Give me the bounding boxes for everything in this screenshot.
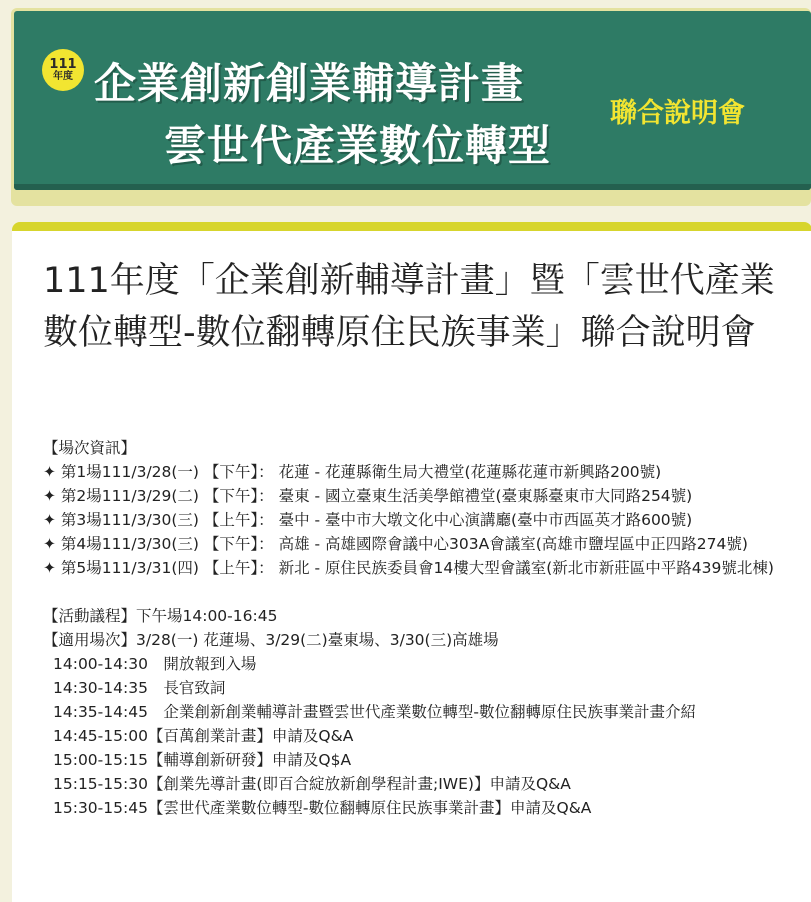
agenda-heading: 【活動議程】下午場14:00-16:45 bbox=[43, 607, 278, 625]
agenda-item-5: 15:00-15:15【輔導創新研發】申請及Q$A bbox=[53, 751, 352, 769]
agenda-applicable-sessions: 【適用場次】3/28(一) 花蓮場、3/29(二)臺東場、3/30(三)高雄場 bbox=[43, 631, 499, 649]
banner-subtitle: 聯合說明會 bbox=[610, 98, 745, 129]
session-item-1: ✦ 第1場111/3/28(一) 【下午】： 花蓮 - 花蓮縣衛生局大禮堂(花蓮縣花蓮市新興路200號) bbox=[43, 463, 662, 481]
agenda-item-6: 15:15-15:30【創業先導計畫(即百合綻放新創學程計畫;IWE)】申請及Q&A bbox=[53, 775, 571, 793]
agenda-item-1: 14:00-14:30 開放報到入場 bbox=[53, 655, 257, 673]
banner-title-line2: 雲世代產業數位轉型 bbox=[164, 121, 552, 170]
session-item-5: ✦ 第5場111/3/31(四) 【上午】： 新北 - 原住民族委員會14樓大型會議室(新北市新莊區中平路439號北棟) bbox=[43, 559, 774, 577]
session-item-2: ✦ 第2場111/3/29(二) 【下午】： 臺東 - 國立臺東生活美學館禮堂(臺東縣臺東市大同路254號) bbox=[43, 487, 693, 505]
agenda-item-4: 14:45-15:00【百萬創業計畫】申請及Q&A bbox=[53, 727, 354, 745]
year-badge bbox=[42, 49, 84, 91]
page-title: 111年度「企業創新輔導計畫」暨「雲世代產業數位轉型-數位翻轉原住民族事業」聯合說明會 bbox=[43, 261, 775, 353]
banner-title-line1: 企業創新創業輔導計畫 bbox=[94, 59, 525, 108]
agenda-item-3: 14:35-14:45 企業創新創業輔導計畫暨雲世代產業數位轉型-數位翻轉原住民族事業計畫介紹 bbox=[53, 703, 697, 721]
session-item-4: ✦ 第4場111/3/30(三) 【下午】： 高雄 - 高雄國際會議中心303A會議室(高雄市鹽埕區中正四路274號) bbox=[43, 535, 748, 553]
agenda-item-2: 14:30-14:35 長官致詞 bbox=[53, 679, 226, 697]
sessions-heading: 【場次資訊】 bbox=[43, 439, 137, 457]
event-details bbox=[43, 436, 803, 820]
spacer bbox=[43, 580, 803, 604]
event-banner bbox=[11, 8, 811, 206]
session-item-3: ✦ 第3場111/3/30(三) 【上午】： 臺中 - 臺中市大墩文化中心演講廳(臺中市西區英才路600號) bbox=[43, 511, 693, 529]
year-badge-unit: 年度 bbox=[53, 71, 73, 82]
year-badge-number: 111 bbox=[49, 57, 77, 72]
content-card bbox=[12, 222, 811, 902]
agenda-item-7: 15:30-15:45【雲世代產業數位轉型-數位翻轉原住民族事業計畫】申請及Q&A bbox=[53, 799, 592, 817]
banner-panel bbox=[14, 11, 811, 190]
